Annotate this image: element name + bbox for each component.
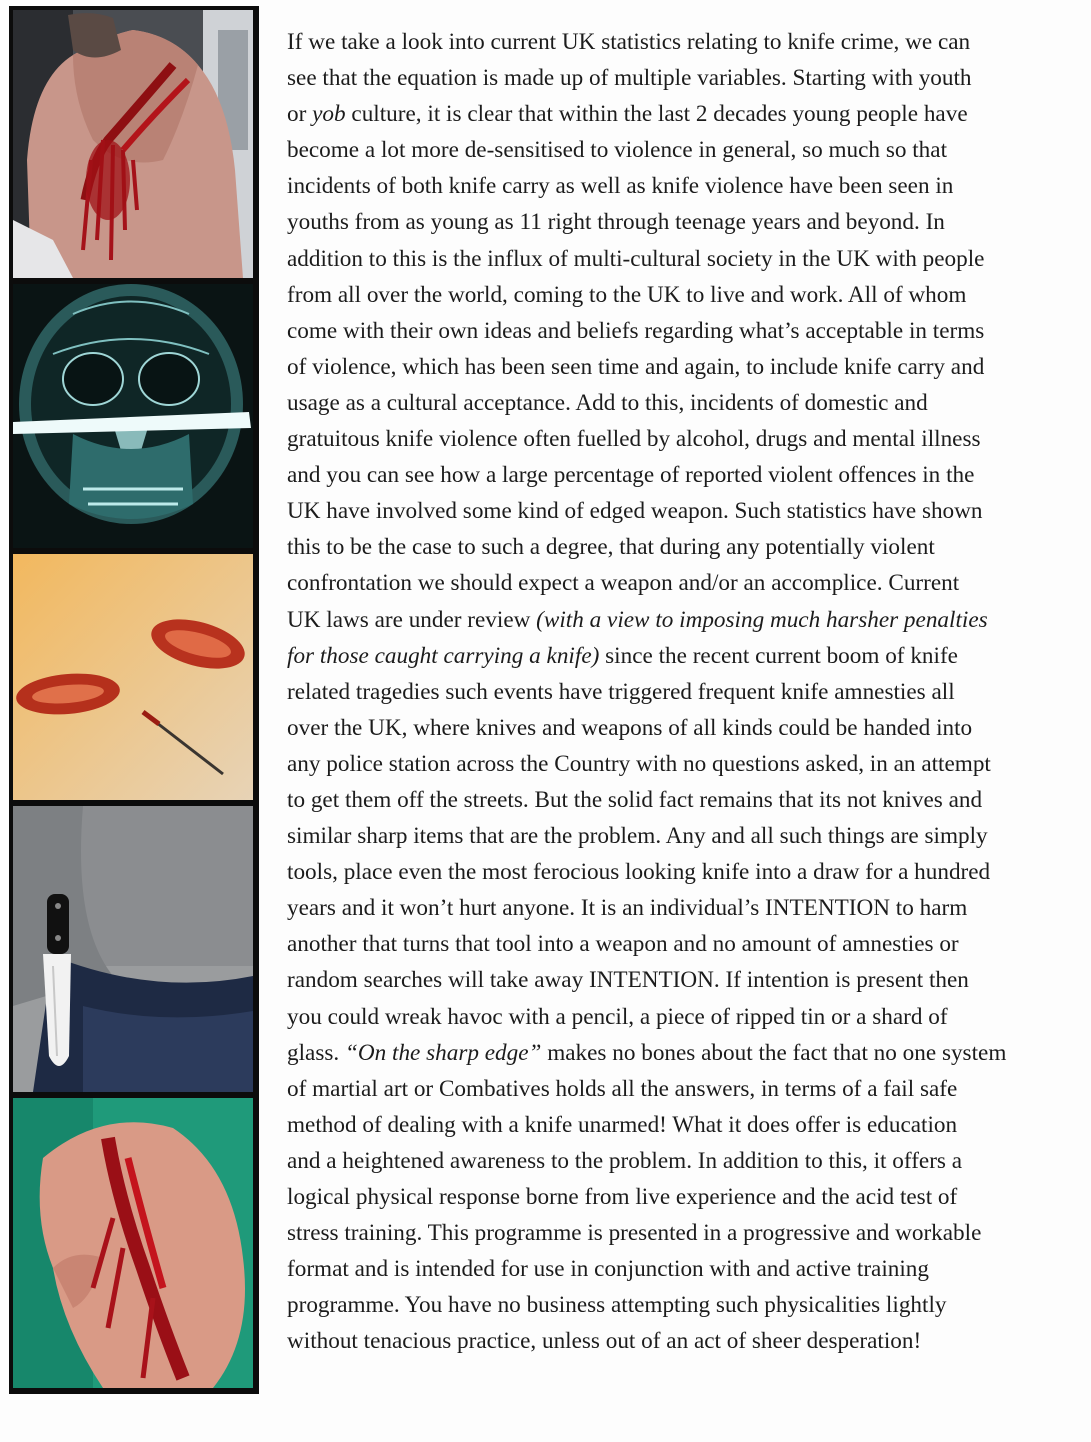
italic-text: (with a view to imposing much harsher penalties bbox=[536, 606, 988, 633]
text-line bbox=[287, 529, 1077, 565]
text-line bbox=[287, 277, 1077, 313]
knife-in-waistband-photo bbox=[13, 806, 253, 1092]
text-segment: another that turns that tool into a weapon and no amount of amnesties or bbox=[287, 931, 959, 958]
text-line bbox=[287, 565, 1077, 601]
text-segment: UK laws are under review bbox=[287, 606, 537, 633]
text-line bbox=[287, 746, 1077, 782]
text-line bbox=[287, 1107, 1077, 1143]
text-segment: of martial art or Combatives holds all the answers, in terms of a fail safe bbox=[287, 1075, 958, 1102]
text-line bbox=[287, 204, 1077, 240]
text-segment: to get them off the streets. But the solid fact remains that its not knives and bbox=[287, 786, 983, 813]
text-segment: youths from as young as 11 right through teenage years and beyond. In bbox=[287, 209, 945, 236]
text-segment: since the recent current boom of knife bbox=[599, 642, 958, 669]
text-segment: become a lot more de-sensitised to violence in general, so much so that bbox=[287, 137, 948, 164]
text-segment: and you can see how a large percentage of reported violent offences in the bbox=[287, 462, 975, 489]
text-segment: tools, place even the most ferocious looking knife into a draw for a hundred bbox=[287, 859, 991, 886]
text-line bbox=[287, 241, 1077, 277]
text-segment: any police station across the Country with no questions asked, in an attempt bbox=[287, 750, 991, 777]
text-line bbox=[287, 1215, 1077, 1251]
text-line bbox=[287, 1323, 1077, 1359]
text-line bbox=[287, 493, 1077, 529]
text-segment: similar sharp items that are the problem. Any and all such things are simply bbox=[287, 823, 988, 850]
text-segment: without tenacious practice, unless out of an act of sheer desperation! bbox=[287, 1328, 922, 1355]
text-segment: culture, it is clear that within the last 2 decades young people have bbox=[345, 101, 968, 128]
italic-text: “On the sharp edge” bbox=[344, 1039, 542, 1066]
text-line bbox=[287, 1179, 1077, 1215]
text-segment: logical physical response borne from live experience and the acid test of bbox=[287, 1184, 958, 1210]
text-line bbox=[287, 926, 1077, 962]
text-line bbox=[287, 638, 1077, 674]
cut-hand-photo bbox=[13, 1098, 253, 1388]
text-segment: of violence, which has been seen time and again, to include knife carry and bbox=[287, 353, 985, 380]
text-line bbox=[287, 60, 1077, 96]
text-segment: stress training. This programme is presented in a progressive and workable bbox=[287, 1220, 982, 1247]
text-segment: related tragedies such events have triggered frequent knife amnesties all bbox=[287, 678, 955, 705]
text-line bbox=[287, 962, 1077, 998]
text-segment: from all over the world, coming to the UK to live and work. All of whom bbox=[287, 281, 967, 308]
text-line bbox=[287, 674, 1077, 710]
text-line bbox=[287, 1251, 1077, 1287]
text-segment: incidents of both knife carry as well as knife violence have been seen in bbox=[287, 173, 954, 200]
text-segment: come with their own ideas and beliefs regarding what’s acceptable in terms bbox=[287, 317, 985, 344]
text-segment: you could wreak havoc with a pencil, a piece of ripped tin or a shard of bbox=[287, 1003, 948, 1030]
text-segment: over the UK, where knives and weapons of all kinds could be handed into bbox=[287, 714, 973, 741]
text-segment: makes no bones about the fact that no one system bbox=[541, 1039, 1007, 1066]
photo-strip bbox=[9, 6, 259, 1394]
text-line bbox=[287, 890, 1077, 926]
text-segment: glass. bbox=[287, 1039, 345, 1066]
text-segment: this to be the case to such a degree, that during any potentially violent bbox=[287, 534, 935, 561]
text-segment: confrontation we should expect a weapon and/or an accomplice. Current bbox=[287, 570, 960, 597]
stab-wounds-skin-photo bbox=[13, 554, 253, 800]
text-line bbox=[287, 818, 1077, 854]
text-line bbox=[287, 999, 1077, 1035]
text-line bbox=[287, 421, 1077, 457]
text-segment: UK have involved some kind of edged weapon. Such statistics have shown bbox=[287, 498, 983, 525]
text-line bbox=[287, 457, 1077, 493]
text-line bbox=[287, 1143, 1077, 1179]
text-segment: method of dealing with a knife unarmed! What it does offer is education bbox=[287, 1111, 958, 1138]
text-line bbox=[287, 782, 1077, 818]
italic-text: for those caught carrying a knife) bbox=[287, 642, 600, 669]
text-line bbox=[287, 385, 1077, 421]
text-segment: usage as a cultural acceptance. Add to this, incidents of domestic and bbox=[287, 389, 928, 416]
text-line bbox=[287, 854, 1077, 890]
text-segment: format and is intended for use in conjunction with and active training bbox=[287, 1256, 929, 1283]
text-line bbox=[287, 602, 1077, 638]
text-line bbox=[287, 132, 1077, 168]
text-line bbox=[287, 1287, 1077, 1323]
text-line bbox=[287, 1035, 1077, 1071]
text-line bbox=[287, 1071, 1077, 1107]
skull-xray-blade-photo bbox=[13, 284, 253, 548]
text-segment: years and it won’t hurt anyone. It is an individual’s INTENTION to harm bbox=[287, 895, 968, 922]
text-line bbox=[287, 96, 1077, 132]
bloody-back-wound-photo bbox=[13, 10, 253, 278]
italic-text: yob bbox=[312, 101, 346, 128]
text-segment: or bbox=[287, 101, 313, 128]
text-segment: programme. You have no business attempting such physicalities lightly bbox=[287, 1292, 947, 1319]
text-line bbox=[287, 168, 1077, 204]
text-segment: addition to this is the influx of multi-cultural society in the UK with people bbox=[287, 245, 985, 272]
text-segment: and a heightened awareness to the problem. In addition to this, it offers a bbox=[287, 1147, 963, 1174]
text-line bbox=[287, 24, 1077, 60]
text-line bbox=[287, 313, 1077, 349]
text-segment: see that the equation is made up of multiple variables. Starting with youth bbox=[287, 65, 972, 92]
text-line bbox=[287, 710, 1077, 746]
text-segment: random searches will take away INTENTION. If intention is present then bbox=[287, 967, 969, 994]
text-segment: gratuitous knife violence often fuelled by alcohol, drugs and mental illness bbox=[287, 426, 981, 453]
text-segment: If we take a look into current UK statistics relating to knife crime, we can bbox=[287, 29, 971, 55]
article-body-text bbox=[287, 24, 1077, 1359]
text-line bbox=[287, 349, 1077, 385]
